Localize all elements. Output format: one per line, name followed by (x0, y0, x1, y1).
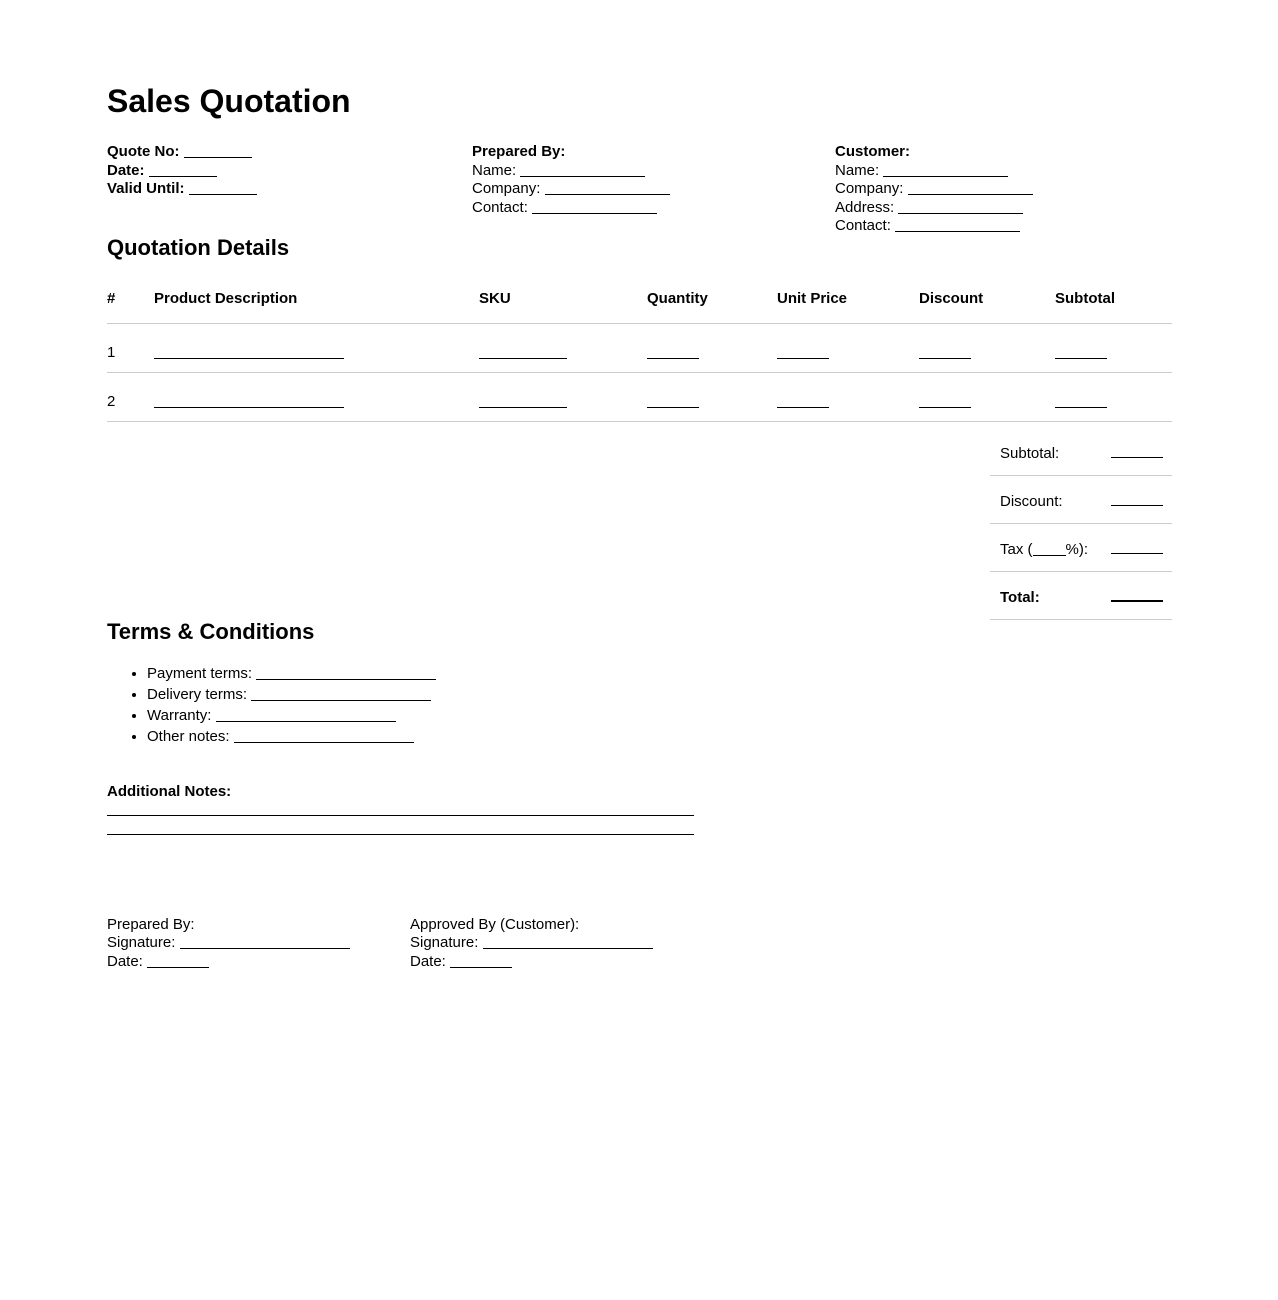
sku-blank (479, 347, 567, 359)
customer-contact-line (835, 217, 1172, 236)
price-blank (777, 396, 829, 408)
row-discount-cell (919, 323, 1055, 372)
qty-blank (647, 347, 699, 359)
sig-right-date-line (410, 953, 653, 972)
subtotal-blank (1055, 396, 1107, 408)
table-row (107, 372, 1172, 421)
col-header-subtotal: Subtotal (1055, 290, 1172, 324)
qty-blank (647, 396, 699, 408)
sig-left-signature-blank (180, 937, 350, 949)
date-label: Date: (107, 161, 145, 179)
col-header-sku: SKU (479, 290, 647, 324)
payment-terms-blank (256, 668, 436, 680)
col-header-qty: Quantity (647, 290, 777, 324)
sig-left-signature-line (107, 934, 410, 953)
terms-heading: Terms & Conditions (107, 618, 315, 644)
list-item (147, 665, 1172, 683)
sig-right-date-label: Date: (410, 952, 446, 970)
sig-left-title: Prepared By: (107, 915, 195, 933)
row-price-cell (777, 372, 919, 421)
valid-until-label: Valid Until: (107, 180, 185, 197)
col-header-discount: Discount (919, 290, 1055, 324)
sig-right-date-blank (450, 956, 512, 968)
prepared-company-label: Company: (472, 180, 541, 197)
payment-terms-label: Payment terms: (147, 664, 253, 682)
prepared-name-line (472, 162, 835, 181)
subtotal-value-blank (1111, 446, 1163, 458)
discount-label: Discount: (1000, 492, 1063, 510)
row-qty-cell (647, 372, 777, 421)
page-title: Sales Quotation (107, 83, 351, 119)
quote-meta-column (107, 143, 472, 236)
col-header-desc: Product Description (154, 290, 479, 324)
valid-until-line (107, 180, 472, 199)
subtotal-label: Subtotal: (1000, 444, 1060, 462)
customer-company-blank (908, 183, 1033, 195)
quotation-details-table (107, 290, 1172, 422)
prepared-contact-line (472, 199, 835, 218)
customer-address-blank (898, 202, 1023, 214)
prepared-by-heading: Prepared By: (472, 143, 566, 160)
sig-left-date-blank (147, 956, 209, 968)
prepared-name-blank (520, 165, 645, 177)
discount-blank (919, 347, 971, 359)
customer-name-line (835, 162, 1172, 181)
sig-right-signature-blank (483, 937, 653, 949)
additional-notes-heading: Additional Notes: (107, 782, 232, 800)
row-number: 1 (107, 323, 154, 372)
header-info-section (107, 143, 1172, 236)
date-blank (149, 165, 217, 177)
customer-company-label: Company: (835, 180, 904, 197)
sig-right-signature-label: Signature: (410, 934, 479, 952)
discount-blank (919, 396, 971, 408)
other-notes-label: Other notes: (147, 727, 230, 745)
grand-total-row (990, 572, 1172, 620)
sig-right-title: Approved By (Customer): (410, 915, 580, 933)
sig-left-signature-label: Signature: (107, 934, 176, 952)
list-item (147, 686, 1172, 704)
col-header-num: # (107, 290, 154, 324)
row-desc-cell (154, 372, 479, 421)
row-desc-cell (154, 323, 479, 372)
subtotal-blank (1055, 347, 1107, 359)
prepared-contact-label: Contact: (472, 198, 528, 216)
tax-row (990, 524, 1172, 572)
row-sku-cell (479, 323, 647, 372)
prepared-by-signature-block (107, 916, 410, 972)
customer-name-blank (883, 165, 1008, 177)
col-header-price: Unit Price (777, 290, 919, 324)
customer-address-line (835, 199, 1172, 218)
sig-right-signature-line (410, 934, 653, 953)
terms-list (107, 665, 1172, 746)
sig-left-date-line (107, 953, 410, 972)
customer-heading: Customer: (835, 143, 911, 160)
subtotal-row (990, 428, 1172, 476)
tax-label-suffix: %): (1065, 540, 1089, 558)
list-item (147, 707, 1172, 725)
customer-name-label: Name: (835, 161, 880, 179)
prepared-company-blank (545, 183, 670, 195)
notes-blank-line (107, 834, 694, 835)
discount-value-blank (1111, 494, 1163, 506)
row-qty-cell (647, 323, 777, 372)
customer-contact-blank (895, 220, 1020, 232)
row-discount-cell (919, 372, 1055, 421)
delivery-terms-blank (251, 689, 431, 701)
warranty-label: Warranty: (147, 706, 212, 724)
tax-label (1000, 541, 1088, 558)
notes-blank-line (107, 815, 694, 816)
sku-blank (479, 396, 567, 408)
valid-until-blank (189, 183, 257, 195)
prepared-name-label: Name: (472, 161, 517, 179)
quotation-details-heading: Quotation Details (107, 234, 290, 260)
table-header-row (107, 290, 1172, 324)
quote-no-label: Quote No: (107, 143, 180, 160)
customer-contact-label: Contact: (835, 217, 891, 234)
table-row (107, 323, 1172, 372)
totals-section (990, 428, 1172, 620)
tax-value-blank (1111, 542, 1163, 554)
row-number: 2 (107, 372, 154, 421)
row-price-cell (777, 323, 919, 372)
tax-percent-blank (1033, 544, 1066, 556)
row-sku-cell (479, 372, 647, 421)
desc-blank (154, 396, 344, 408)
total-label: Total: (1000, 588, 1040, 606)
warranty-blank (216, 710, 396, 722)
price-blank (777, 347, 829, 359)
quote-no-line (107, 143, 472, 162)
delivery-terms-label: Delivery terms: (147, 685, 248, 703)
row-subtotal-cell (1055, 323, 1172, 372)
date-line (107, 162, 472, 181)
list-item (147, 728, 1172, 746)
row-subtotal-cell (1055, 372, 1172, 421)
customer-company-line (835, 180, 1172, 199)
tax-label-prefix: Tax ( (1000, 540, 1033, 558)
customer-address-label: Address: (835, 198, 895, 216)
approved-by-signature-block (410, 916, 653, 972)
prepared-by-column (472, 143, 835, 236)
sig-left-date-label: Date: (107, 952, 143, 970)
other-notes-blank (234, 731, 414, 743)
quote-no-blank (184, 146, 252, 158)
signatures-section (107, 916, 1172, 972)
customer-column (835, 143, 1172, 236)
discount-row (990, 476, 1172, 524)
desc-blank (154, 347, 344, 359)
prepared-company-line (472, 180, 835, 199)
total-value-blank (1111, 590, 1163, 602)
prepared-contact-blank (532, 202, 657, 214)
